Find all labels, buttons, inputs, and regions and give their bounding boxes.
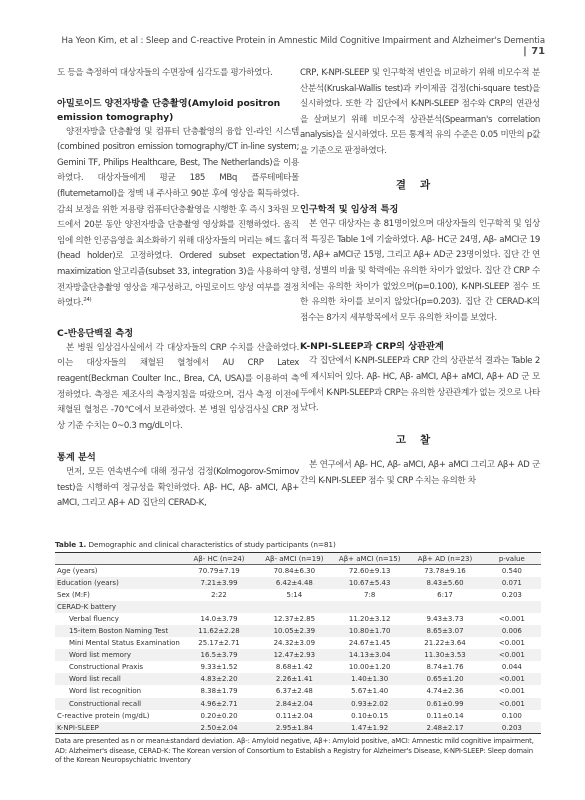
table-cell: 0.65±1.20 — [426, 675, 464, 684]
section-heading-crp: C-반응단백질 측정 — [57, 327, 134, 339]
table-cell: 2.95±1.84 — [275, 723, 313, 732]
table-cell: 21.22±3.64 — [424, 639, 466, 648]
table-cell: 16.5±3.79 — [200, 651, 238, 660]
table-row — [55, 577, 541, 589]
table-row — [55, 710, 541, 722]
running-header — [54, 36, 545, 57]
results-heading: 결과 — [395, 178, 445, 191]
table-row — [55, 637, 541, 649]
column-header: Aβ+ aMCI (n=15) — [338, 554, 401, 563]
table-cell: 0.540 — [501, 566, 522, 575]
page-number-separator: | — [523, 46, 527, 57]
table-cell: 0.11±0.14 — [426, 711, 464, 720]
table-cell: <0.001 — [498, 651, 525, 660]
table-cell: 6.37±2.48 — [275, 687, 313, 696]
row-label: Word list recall — [69, 675, 121, 684]
table-cell: 5:14 — [286, 590, 303, 599]
table-cell: 8.43±5.60 — [426, 578, 464, 587]
left-paragraph-0: 도 등을 측정하여 대상자들의 수면장애 심각도를 평가하였다. — [57, 68, 273, 78]
table-cell: 14.0±3.79 — [200, 614, 238, 623]
table-cell — [257, 601, 332, 613]
table-caption — [55, 540, 541, 549]
table-row — [55, 661, 541, 673]
table-row — [55, 613, 541, 625]
table-cell: 12.47±2.93 — [273, 651, 316, 660]
table-cell: 9.33±1.52 — [200, 663, 238, 672]
table-cell: 0.006 — [501, 627, 522, 636]
table-cell: 12.37±2.85 — [273, 614, 316, 623]
table-cell: 24.32±3.09 — [273, 639, 316, 648]
table-cell: 2.84±2.04 — [275, 699, 313, 708]
table-cell: 8.74±1.76 — [426, 663, 464, 672]
table-row — [55, 722, 541, 734]
table-row — [55, 673, 541, 685]
table-1 — [55, 540, 541, 765]
row-label: Word list recognition — [69, 687, 142, 696]
table-cell: 72.60±9.13 — [348, 566, 391, 575]
right-paragraph-0: CRP, K-NPI-SLEEP 및 인구학적 변인을 비교하기 위해 비모수적 분산분석(Kruskal-Wallis test)과 카이제곱 검정(chi-square test)을 실시하였다. 또한 각 집단에서 K-NPI-SLEEP 점수와 CRP의 연관성을 살펴보기 위해 비모수적 상관분석(Spearman's correlation analysis)을 실시하였다. 모든 통계적 유의 수준은 0.05 미만의 p값을 기준으로 판정하였다. — [300, 68, 540, 156]
table-cell: 6.42±4.48 — [275, 578, 313, 587]
table-cell: 11.20±3.12 — [348, 614, 391, 623]
left-paragraph-pet — [57, 125, 299, 312]
page-number: 71 — [531, 46, 545, 57]
row-label: 15-item Boston Naming Test — [69, 627, 169, 636]
table-cell — [181, 601, 256, 613]
table-cell: 0.044 — [501, 663, 522, 672]
row-label: Mini Mental Status Examination — [69, 639, 180, 648]
left-paragraph-crp: 본 병원 임상검사실에서 각 대상자들의 CRP 수치를 산출하였다. 이는 대상자들의 채혈된 혈청에서 AU CRP Latex reagent(Beckman Coulter Inc., Brea, CA, USA)를 이용하여 측정하였다. 측정은 제조사의 측정지침을 따랐으며, 검사 측정 이전에 채혈된 혈청은 -70℃에서 보관하였다. 본 병원 임상검사실 CRP 정상 기준 수치는 0~0.3 mg/dL이다. — [57, 342, 299, 431]
row-label: Age (years) — [57, 566, 98, 575]
table-cell: 8.38±1.79 — [200, 687, 238, 696]
table-cell: 10.67±5.43 — [348, 578, 391, 587]
table-cell: 0.10±0.15 — [351, 711, 389, 720]
right-paragraph-demographics: 본 연구 대상자는 총 81명이었으며 대상자들의 인구학적 및 임상적 특징은 Table 1에 기술하였다. Aβ- HC군 24명, Aβ- aMCI군 19명, Aβ+ aMCI군 15명, 그리고 Aβ+ AD군 23명이었다. 집단 간 연령, 성별의 비율 및 학력에는 유의한 차이가 없었다. 집단 간 CRP 수치에는 유의한 차이가 없었으며(p=0.100), K-NPI-SLEEP 점수 또한 유의한 차이를 보이지 않았다(p=0.203). 집단 간 CERAD-K의 점수는 8가지 세부항목에서 모두 유의한 차이를 보였다. — [300, 219, 540, 323]
table-cell: 4.96±2.71 — [200, 699, 238, 708]
table-cell: <0.001 — [498, 614, 525, 623]
table-cell: 1.40±1.30 — [351, 675, 389, 684]
running-title: Ha Yeon Kim, et al : Sleep and C-reactive Protein in Amnestic Mild Cognitive Impairment and Alzheimer's Dementia — [61, 36, 545, 46]
demographics-table — [55, 552, 541, 734]
row-label: Verbal fluency — [69, 614, 119, 623]
table-row — [55, 625, 541, 637]
reference-24: 24) — [83, 297, 92, 304]
table-cell: <0.001 — [498, 699, 525, 708]
table-cell — [483, 601, 541, 613]
table-cell: 1.47±1.92 — [351, 723, 389, 732]
table-cell: 0.93±2.02 — [351, 699, 389, 708]
table-cell: 0.071 — [501, 578, 522, 587]
section-heading-statistics: 통계 분석 — [57, 452, 96, 464]
row-label: K-NPI-SLEEP — [57, 723, 99, 732]
table-cell: 7:8 — [364, 590, 376, 599]
table-cell — [332, 601, 407, 613]
section-heading-demographics: 인구학적 및 임상적 특징 — [300, 204, 399, 216]
column-header: Aβ+ AD (n=23) — [417, 554, 473, 563]
row-label: C-reactive protein (mg/dL) — [57, 711, 150, 720]
table-cell: 6:17 — [437, 590, 453, 599]
right-paragraph-correlation: 각 집단에서 K-NPI-SLEEP과 CRP 간의 상관분석 결과는 Table 2에 제시되어 있다. Aβ- HC, Aβ- aMCI, Aβ+ aMCI, Aβ+ AD 군 모두에서 K-NPI-SLEEP과 CRP는 유의한 상관관계가 없는 것으로 나타났다. — [300, 356, 540, 414]
table-cell: 11.62±2.28 — [198, 627, 240, 636]
table-cell: 10.05±2.39 — [273, 627, 316, 636]
table-footnote: Data are presented as n or mean±standard deviation. Aβ-: Amyloid negative, Aβ+: Amyloid positive, aMCI: Amnestic mild cognitive impairment, AD: Alzheimer's disease, CERAD-K: The Korean version of Consortium to Establish a Registry for Alzheimer's Disease, K-NPI-SLEEP: Sleep domain of the Korean Neuropsychiatric Inventory — [55, 737, 534, 764]
table-cell: 10.00±1.20 — [348, 663, 391, 672]
table-cell: 25.17±2.71 — [198, 639, 240, 648]
table-cell: 0.203 — [501, 590, 522, 599]
table-header-row — [55, 553, 541, 565]
row-label: Word list memory — [69, 651, 131, 660]
table-cell: 70.84±6.30 — [273, 566, 316, 575]
table-cell: 4.74±2.36 — [426, 687, 464, 696]
table-cell: 0.20±0.20 — [200, 711, 238, 720]
table-cell — [407, 601, 482, 613]
table-cell: 14.13±3.04 — [348, 651, 391, 660]
row-label: Sex (M:F) — [57, 590, 90, 599]
discussion-heading: 고찰 — [395, 433, 445, 446]
table-caption-label: Table 1. — [55, 540, 87, 549]
table-cell: 73.78±9.16 — [424, 566, 466, 575]
table-cell: 5.67±1.40 — [351, 687, 389, 696]
row-label: Education (years) — [57, 578, 119, 587]
table-cell: 11.30±3.53 — [424, 651, 466, 660]
table-row — [55, 601, 541, 613]
column-header — [55, 553, 181, 565]
table-cell: 0.61±0.99 — [426, 699, 464, 708]
table-row — [55, 698, 541, 710]
right-paragraph-discussion: 본 연구에서 Aβ- HC, Aβ- aMCI, Aβ+ aMCI 그리고 Aβ+ AD 군 간의 K-NPI-SLEEP 점수 및 CRP 수치는 유의한 차 — [300, 460, 540, 486]
table-cell: 2.50±2.04 — [200, 723, 238, 732]
table-cell: 24.67±1.45 — [348, 639, 391, 648]
section-heading-amyloid-pet: 아밀로이드 양전자방출 단층촬영(Amyloid positron emission tomography) — [57, 97, 281, 123]
pet-text: 양전자방출 단층촬영 및 컴퓨터 단층촬영의 융합 인-라인 시스템(combined positron emission tomography/CT in-line system; Gemini TF, Philips Healthcare, Best, The Netherlands)을 이용하였다. 대상자들에게 평균 185 MBq 플루테메타몰(flutemetamol)을 정맥 내 주사하고 90분 후에 영상을 획득하였다. 감쇠 보정을 위한 저용량 컴퓨터단층촬영을 시행한 후 즉시 3차원 모드에서 20분 동안 양전자방출 단층촬영 영상화를 진행하였다. 움직임에 의한 인공음영을 최소화하기 위해 대상자들의 머리는 헤드 홀더(head holder)로 고정하였다. Ordered subset expectation maximization 알고리즘(subset 33, integration 3)을 사용하여 양전자방출단층촬영 영상을 재구성하고, 아밀로이드 양성 여부를 결정하였다. — [57, 126, 299, 309]
table-cell: 0.11±2.04 — [275, 711, 313, 720]
column-header: Aβ- aMCI (n=19) — [265, 554, 324, 563]
table-cell: 8.68±1.42 — [275, 663, 313, 672]
column-header: p-value — [498, 554, 525, 563]
table-cell: 9.43±3.73 — [426, 614, 464, 623]
table-caption-text: Demographic and clinical characteristics of study participants (n=81) — [88, 540, 336, 549]
table-cell: 0.203 — [501, 723, 522, 732]
left-column — [57, 66, 299, 512]
table-cell: 7.21±3.99 — [200, 578, 238, 587]
table-cell: 4.83±2.20 — [200, 675, 238, 684]
table-cell: <0.001 — [498, 675, 525, 684]
table-row — [55, 685, 541, 697]
right-column — [300, 66, 540, 489]
table-cell: <0.001 — [498, 639, 525, 648]
row-label: Constructional Praxis — [69, 663, 144, 672]
table-cell: 10.80±1.70 — [348, 627, 391, 636]
table-cell: 70.79±7.19 — [198, 566, 240, 575]
table-cell: 2:22 — [211, 590, 227, 599]
table-cell: 0.100 — [501, 711, 522, 720]
row-label: Constructional recall — [69, 699, 142, 708]
table-cell: <0.001 — [498, 687, 525, 696]
left-paragraph-statistics: 먼저, 모든 연속변수에 대해 정규성 검정(Kolmogorov-Smirnov test)을 시행하여 정규성을 확인하였다. Aβ- HC, Aβ- aMCI, Aβ+ aMCI, 그리고 Aβ+ AD 집단의 CERAD-K, — [57, 467, 299, 509]
column-header: Aβ- HC (n=24) — [193, 554, 245, 563]
table-row — [55, 589, 541, 601]
table-cell: 2.48±2.17 — [426, 723, 464, 732]
row-label: CERAD-K battery — [57, 602, 116, 611]
table-row — [55, 565, 541, 577]
table-cell: 2.26±1.41 — [275, 675, 313, 684]
table-row — [55, 649, 541, 661]
table-cell: 8.65±3.07 — [426, 627, 464, 636]
section-heading-correlation: K-NPI-SLEEP과 CRP의 상관관계 — [300, 341, 444, 353]
